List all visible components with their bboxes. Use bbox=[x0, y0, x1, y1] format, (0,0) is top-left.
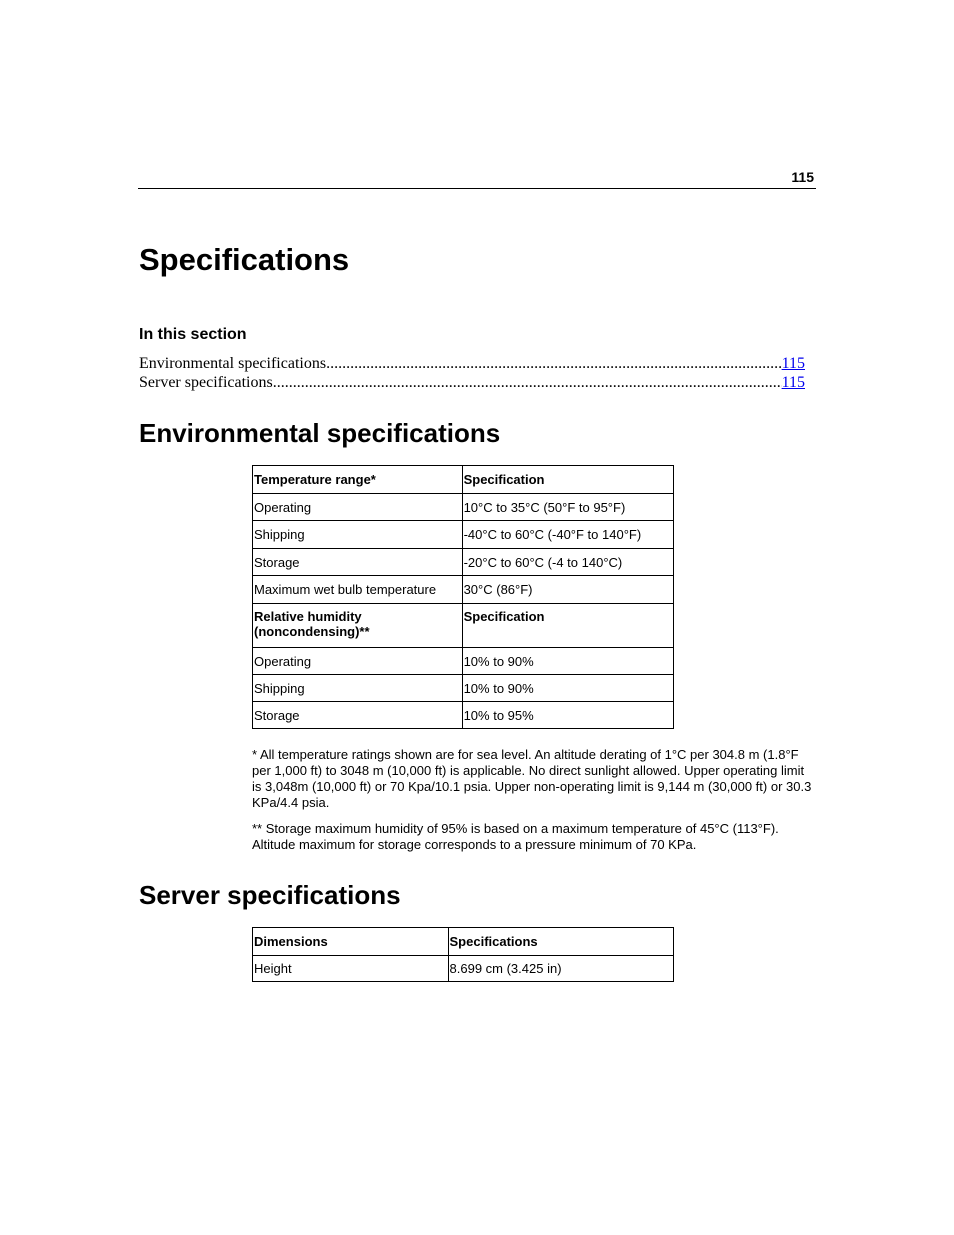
toc-entry-label: Environmental specifications bbox=[139, 355, 327, 372]
toc-entry-label: Server specifications bbox=[139, 374, 273, 391]
table-cell: -20°C to 60°C (-4 to 140°C) bbox=[462, 549, 673, 576]
toc-page-link[interactable]: 115 bbox=[781, 355, 805, 372]
table-header-row bbox=[253, 604, 674, 648]
environmental-spec-table bbox=[252, 465, 674, 729]
table-header-row bbox=[253, 466, 674, 494]
table-header-cell: Specification bbox=[462, 466, 673, 494]
page-title: Specifications bbox=[139, 242, 350, 277]
server-spec-table bbox=[252, 927, 674, 982]
table-row bbox=[253, 521, 674, 549]
table-header-cell: Temperature range* bbox=[253, 466, 463, 494]
table-cell: -40°C to 60°C (-40°F to 140°F) bbox=[462, 521, 673, 549]
table-row bbox=[253, 702, 674, 729]
table-cell: Operating bbox=[253, 494, 463, 521]
table-cell: Shipping bbox=[253, 521, 463, 549]
table-cell: Shipping bbox=[253, 675, 463, 702]
table-header-cell: Relative humidity (noncondensing)** bbox=[253, 604, 463, 648]
section-toc bbox=[139, 354, 805, 392]
table-header-cell: Specification bbox=[462, 604, 673, 648]
table-cell: Storage bbox=[253, 549, 463, 576]
table-row bbox=[253, 675, 674, 702]
table-cell: Operating bbox=[253, 648, 463, 675]
table-header-cell: Specifications bbox=[448, 928, 673, 956]
humidity-footnote: ** Storage maximum humidity of 95% is based on a maximum temperature of 45°C (113°F). Altitude maximum for storage corresponds to a pressure minimum of 70 KPa. bbox=[252, 821, 779, 852]
server-specifications-heading: Server specifications bbox=[139, 880, 401, 910]
page-number: 115 bbox=[791, 169, 814, 185]
toc-page-link[interactable]: 115 bbox=[781, 374, 805, 391]
table-row bbox=[253, 648, 674, 675]
environmental-specifications-heading: Environmental specifications bbox=[139, 418, 501, 448]
table-row bbox=[253, 549, 674, 576]
table-cell: 10% to 95% bbox=[462, 702, 673, 729]
table-cell: 10% to 90% bbox=[462, 648, 673, 675]
table-cell: 10% to 90% bbox=[462, 675, 673, 702]
in-this-section-heading: In this section bbox=[139, 326, 247, 343]
toc-entry-environmental[interactable] bbox=[139, 354, 805, 373]
table-cell: Height bbox=[253, 956, 449, 982]
table-cell: 30°C (86°F) bbox=[462, 576, 673, 604]
table-row bbox=[253, 576, 674, 604]
table-cell: Storage bbox=[253, 702, 463, 729]
toc-leader-dots bbox=[326, 354, 782, 373]
toc-leader-dots bbox=[273, 373, 782, 392]
toc-entry-server[interactable] bbox=[139, 373, 805, 392]
table-cell: 10°C to 35°C (50°F to 95°F) bbox=[462, 494, 673, 521]
header-rule bbox=[138, 188, 816, 189]
table-cell: 8.699 cm (3.425 in) bbox=[448, 956, 673, 982]
table-row bbox=[253, 494, 674, 521]
table-cell: Maximum wet bulb temperature bbox=[253, 576, 463, 604]
table-row bbox=[253, 956, 674, 982]
temperature-footnote: * All temperature ratings shown are for sea level. An altitude derating of 1°C per 304.8 m (1.8°F per 1,000 ft) to 3048 m (10,000 ft) is applicable. No direct sunlight allowed. Upper operating limit is 3,048m (10,000 ft) or 70 Kpa/10.1 psia. Upper non-operating limit is 9,144 m (30,000 ft) or 30.3 KPa/4.4 psia. bbox=[252, 747, 812, 810]
table-header-row bbox=[253, 928, 674, 956]
table-header-cell: Dimensions bbox=[253, 928, 449, 956]
